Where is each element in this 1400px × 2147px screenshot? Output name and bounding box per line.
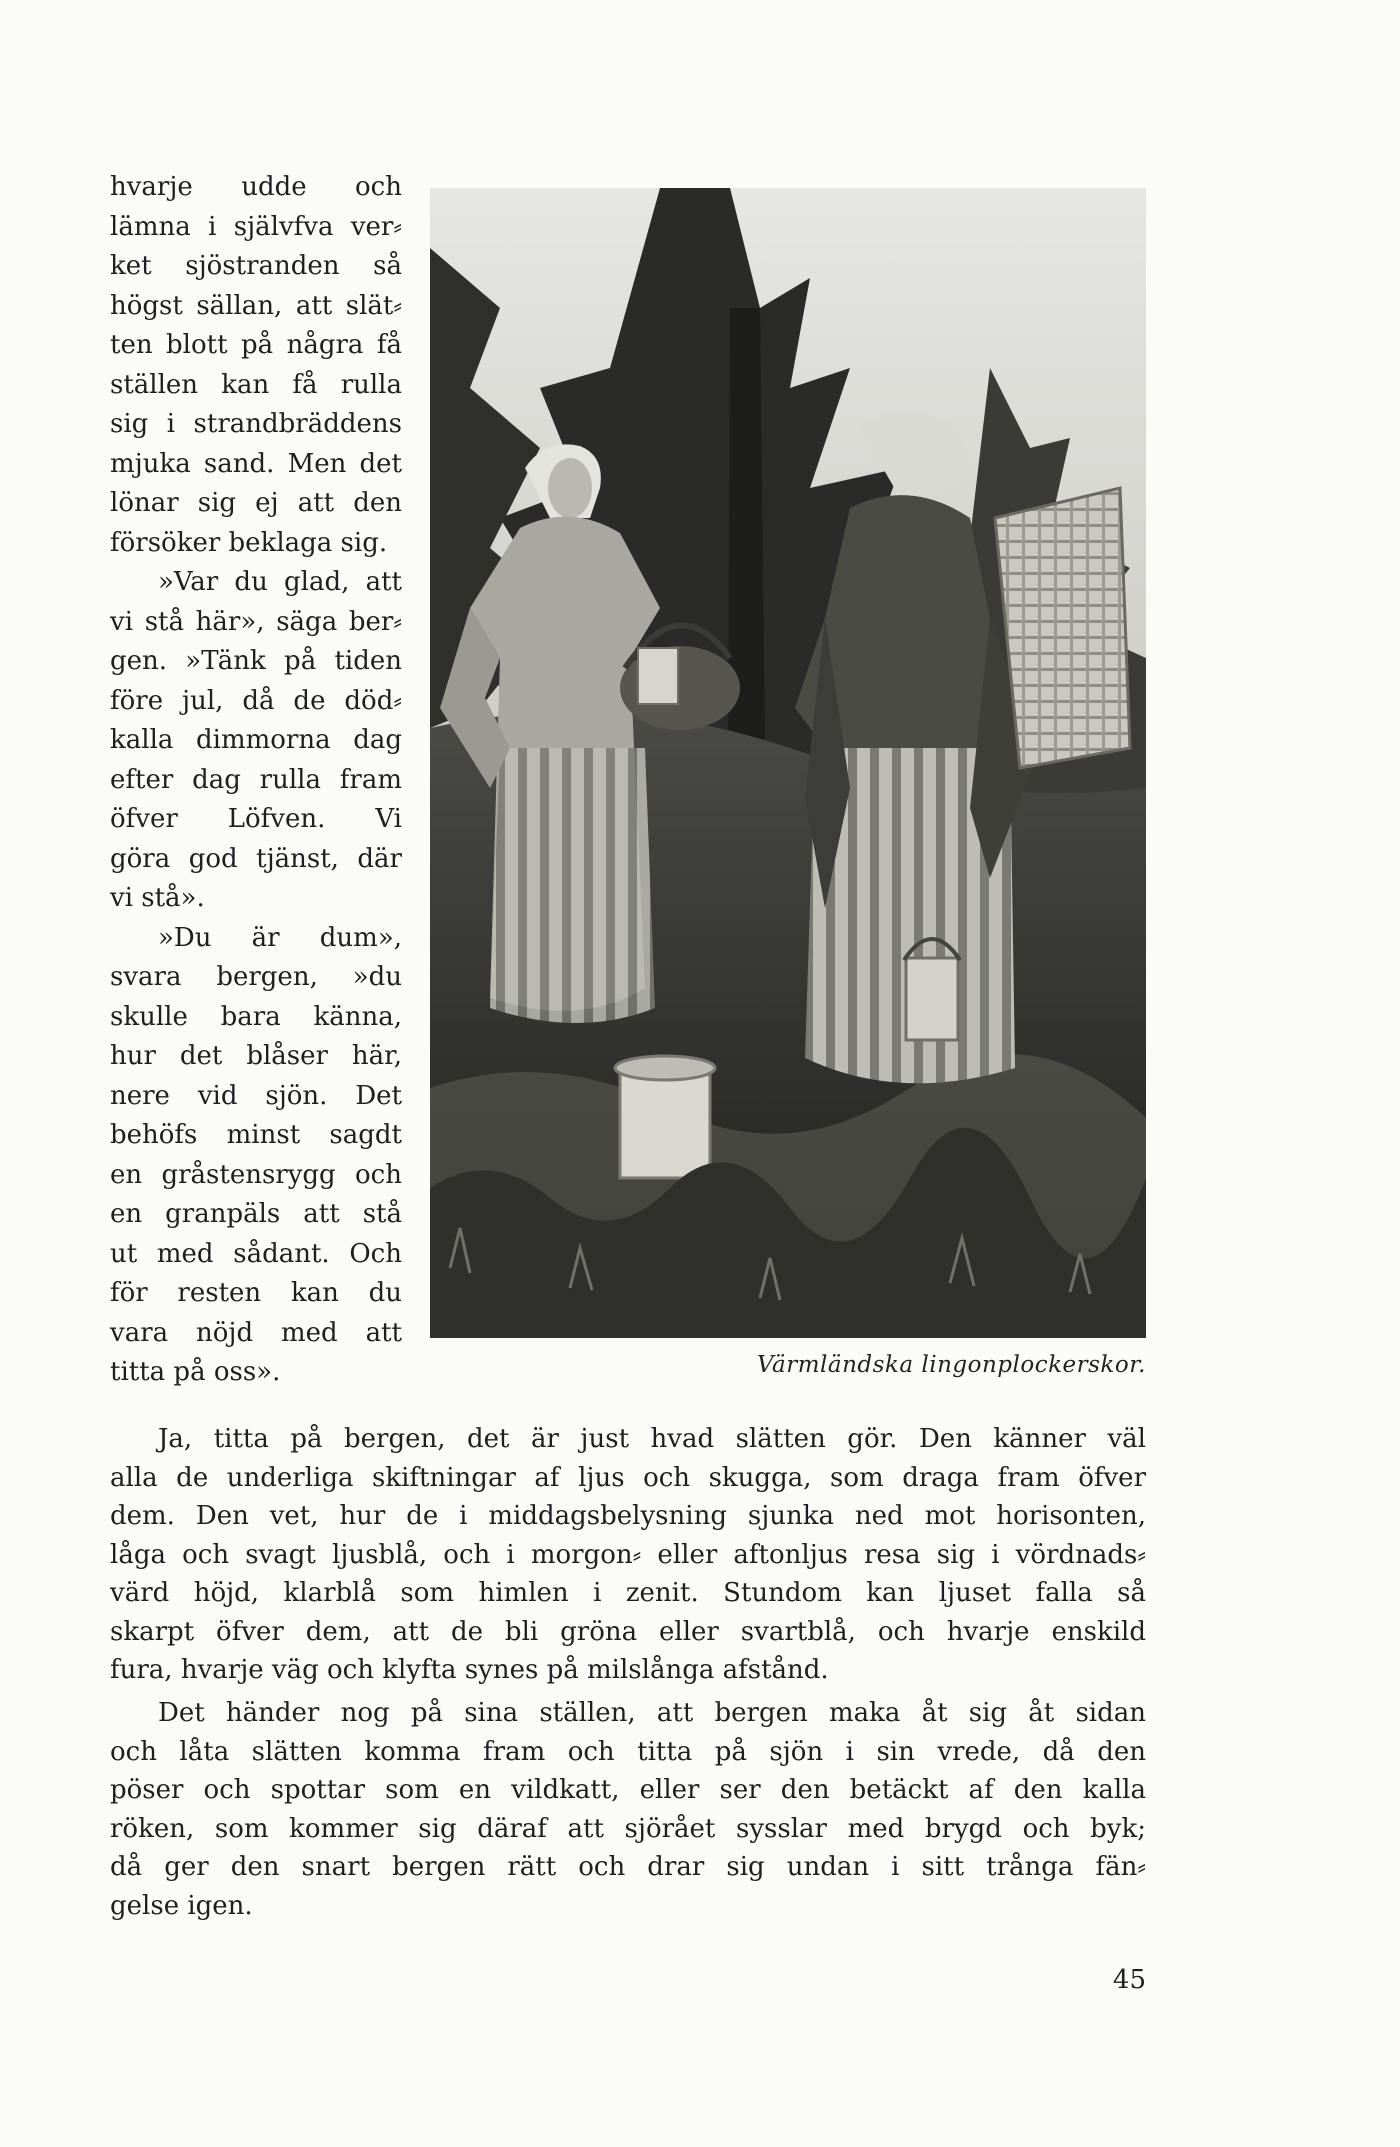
text-line: ställen kan få rulla [110,369,402,400]
text-line: lönar sig ej att den [110,488,402,518]
text-line: gen. »Tänk på tiden [110,646,402,676]
text-line: öfver Löfven. Vi [110,804,402,834]
text-line: ten blott på några få [110,330,402,360]
text-line: dem. Den vet, hur de i middagsbelysning sjunka ned mot horisonten, [110,1501,1146,1531]
text-line: »Du är dum», [158,922,402,953]
text-line: pöser och spottar som en vildkatt, eller ser den betäckt af den kalla [110,1775,1146,1805]
text-line: »Var du glad, att [158,567,402,597]
text-line: och låta slätten komma fram och titta på sjön i sin vrede, då den [110,1736,1146,1767]
text-line: låga och svagt ljusblå, och i morgon⸗ eller aftonljus resa sig i vördnads⸗ [110,1539,1146,1570]
text-line: kalla dimmorna dag [110,725,402,755]
text-line: vara nöjd med att [110,1317,402,1348]
text-line: titta på oss». [110,1357,281,1387]
narrow-text-column [110,168,402,1393]
text-line: en gråstensrygg och [110,1159,402,1190]
page-number: 45 [1112,1965,1146,1995]
paragraph-2 [110,1694,1146,1925]
text-line: vi stå här», säga ber⸗ [110,606,402,637]
text-line: göra god tjänst, där [110,843,402,874]
text-line: svara bergen, »du [110,962,402,992]
text-line: Ja, titta på bergen, det är just hvad slätten gör. Den känner väl [158,1424,1146,1454]
text-line: efter dag rulla fram [110,764,402,795]
lingonberry-pickers-photo [430,188,1146,1338]
text-line: värd höjd, klarblå som himlen i zenit. Stundom kan ljuset falla så [110,1578,1146,1608]
text-line: ket sjöstranden så [110,251,402,281]
text-line: skarpt öfver dem, att de bli gröna eller svartblå, och hvarje enskild [110,1616,1146,1647]
text-line: röken, som kommer sig däraf att sjörået sysslar med brygd och byk; [110,1813,1146,1844]
text-line: ut med sådant. Och [110,1238,402,1269]
text-line: Det händer nog på sina ställen, att bergen maka åt sig åt sidan [158,1698,1146,1728]
text-line: för resten kan du [110,1278,402,1308]
text-line: mjuka sand. Men det [110,448,402,479]
text-line: högst sällan, att slät⸗ [110,290,402,321]
text-line: nere vid sjön. Det [110,1080,402,1111]
text-line: lämna i självfva ver⸗ [110,211,402,242]
text-line: behöfs minst sagdt [110,1120,402,1150]
text-line: före jul, då de död⸗ [110,685,402,716]
text-line: sig i strandbräddens [110,409,402,439]
text-line: försöker beklaga sig. [110,527,388,558]
text-line: fura, hvarje väg och klyfta synes på milslånga afstånd. [110,1655,829,1685]
text-line: vi stå». [110,883,205,913]
text-line: då ger den snart bergen rätt och drar sig undan i sitt trånga fän⸗ [110,1852,1146,1882]
text-line: hvarje udde och [110,172,402,202]
text-line: gelse igen. [110,1890,253,1921]
photo-caption: Värmländska lingonplockerskor. [756,1352,1146,1378]
text-line: skulle bara känna, [110,1001,402,1032]
text-line: hur det blåser här, [110,1041,402,1071]
text-line: en granpäls att stå [110,1199,402,1229]
photograph [430,188,1146,1338]
paragraph-1 [110,1420,1146,1690]
text-line: alla de underliga skiftningar af ljus och skugga, som draga fram öfver [110,1462,1146,1493]
